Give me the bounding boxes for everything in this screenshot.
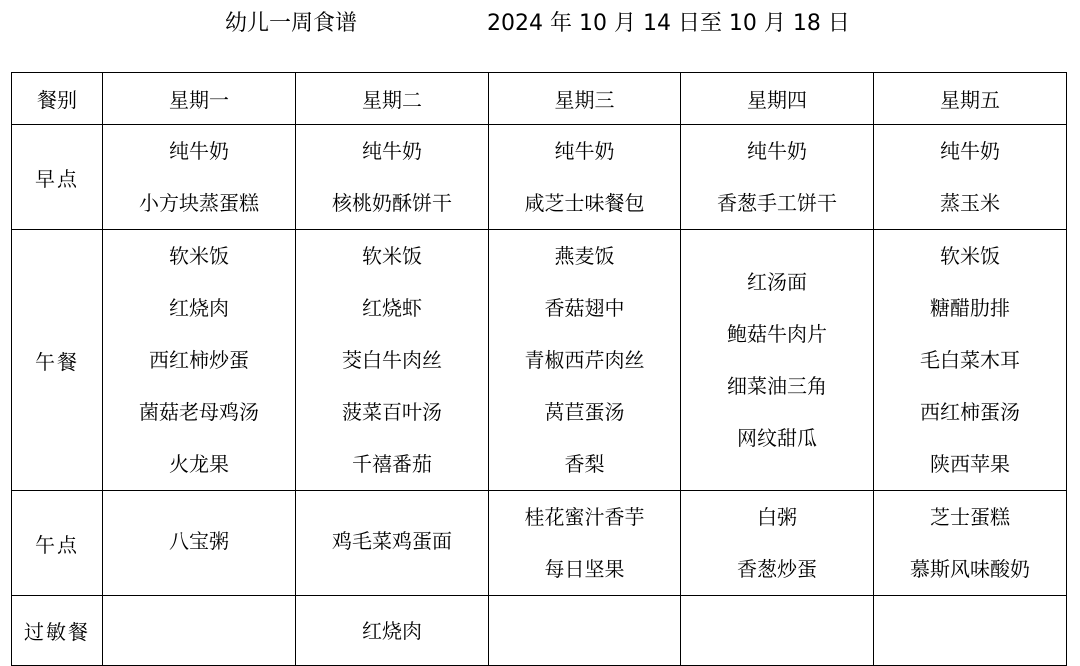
page-title: 幼儿一周食谱 (225, 11, 358, 36)
menu-cell-monday (103, 596, 296, 666)
weekly-menu-table (11, 72, 1067, 666)
menu-cell-wednesday (489, 491, 681, 596)
menu-cell-wednesday (489, 125, 681, 230)
menu-cell-thursday (681, 125, 874, 230)
meal-label: 午点 (12, 491, 103, 596)
menu-item: 毛白菜木耳 (920, 348, 1020, 372)
meal-label: 过敏餐 (12, 596, 103, 666)
menu-item: 莴苣蛋汤 (544, 400, 625, 424)
menu-cell-thursday (681, 230, 874, 491)
menu-item: 软米饭 (169, 244, 229, 268)
menu-item: 慕斯风味酸奶 (910, 557, 1030, 581)
menu-item: 白粥 (757, 505, 797, 529)
menu-item: 火龙果 (169, 452, 229, 476)
menu-item: 青椒西芹肉丝 (524, 348, 645, 372)
meal-label: 早点 (12, 125, 103, 230)
corner-label: 餐别 (12, 73, 103, 125)
meal-label: 午餐 (12, 230, 103, 491)
menu-cell-friday (874, 230, 1067, 491)
menu-cell-wednesday (489, 230, 681, 491)
menu-cell-tuesday (296, 230, 489, 491)
menu-cell-friday (874, 125, 1067, 230)
menu-cell-thursday (681, 596, 874, 666)
menu-item: 咸芝士味餐包 (524, 191, 645, 215)
menu-item: 纯牛奶 (747, 139, 807, 163)
menu-item: 陕西苹果 (930, 452, 1010, 476)
menu-item: 香葱炒蛋 (737, 557, 817, 581)
menu-item: 每日坚果 (544, 557, 625, 581)
menu-item: 千禧番茄 (352, 452, 432, 476)
menu-cell-monday (103, 125, 296, 230)
menu-cell-tuesday (296, 596, 489, 666)
menu-item: 网纹甜瓜 (737, 426, 817, 450)
page-header (0, 6, 1080, 40)
menu-item: 香梨 (564, 452, 605, 476)
menu-item: 红汤面 (747, 270, 807, 294)
menu-cell-friday (874, 596, 1067, 666)
menu-item: 红烧肉 (169, 296, 229, 320)
menu-cell-tuesday (296, 491, 489, 596)
menu-item: 鸡毛菜鸡蛋面 (332, 529, 452, 553)
menu-item: 软米饭 (362, 244, 422, 268)
menu-item: 芝士蛋糕 (930, 505, 1010, 529)
menu-cell-friday (874, 491, 1067, 596)
menu-cell-monday (103, 491, 296, 596)
menu-item: 核桃奶酥饼干 (332, 191, 452, 215)
menu-item: 纯牛奶 (362, 139, 422, 163)
allergy-row (12, 596, 1067, 666)
day-header-thursday: 星期四 (681, 73, 874, 125)
menu-item: 香葱手工饼干 (717, 191, 837, 215)
date-range: 2024 年 10 月 14 日至 10 月 18 日 (487, 11, 850, 36)
menu-item: 茭白牛肉丝 (342, 348, 442, 372)
menu-cell-monday (103, 230, 296, 491)
menu-item: 小方块蒸蛋糕 (139, 191, 259, 215)
menu-item: 香菇翅中 (544, 296, 625, 320)
menu-cell-tuesday (296, 125, 489, 230)
menu-item: 蒸玉米 (940, 191, 1000, 215)
menu-item: 燕麦饭 (554, 244, 615, 268)
menu-item: 纯牛奶 (169, 139, 229, 163)
menu-item: 菌菇老母鸡汤 (139, 400, 259, 424)
day-header-friday: 星期五 (874, 73, 1067, 125)
day-header-monday: 星期一 (103, 73, 296, 125)
snack-row (12, 491, 1067, 596)
menu-item: 鲍菇牛肉片 (727, 322, 827, 346)
menu-cell-thursday (681, 491, 874, 596)
menu-item: 纯牛奶 (554, 139, 615, 163)
menu-item: 西红柿蛋汤 (920, 400, 1020, 424)
menu-item: 纯牛奶 (940, 139, 1000, 163)
menu-item: 西红柿炒蛋 (149, 348, 249, 372)
day-header-tuesday: 星期二 (296, 73, 489, 125)
menu-item: 糖醋肋排 (930, 296, 1010, 320)
header-row (12, 73, 1067, 125)
menu-item: 细菜油三角 (727, 374, 827, 398)
day-header-wednesday: 星期三 (489, 73, 681, 125)
menu-item: 桂花蜜汁香芋 (524, 505, 645, 529)
menu-item: 八宝粥 (169, 529, 229, 553)
menu-item: 软米饭 (940, 244, 1000, 268)
lunch-row (12, 230, 1067, 491)
menu-item: 红烧虾 (362, 296, 422, 320)
menu-cell-wednesday (489, 596, 681, 666)
breakfast-row (12, 125, 1067, 230)
menu-item: 红烧肉 (362, 618, 422, 643)
menu-item: 菠菜百叶汤 (342, 400, 442, 424)
